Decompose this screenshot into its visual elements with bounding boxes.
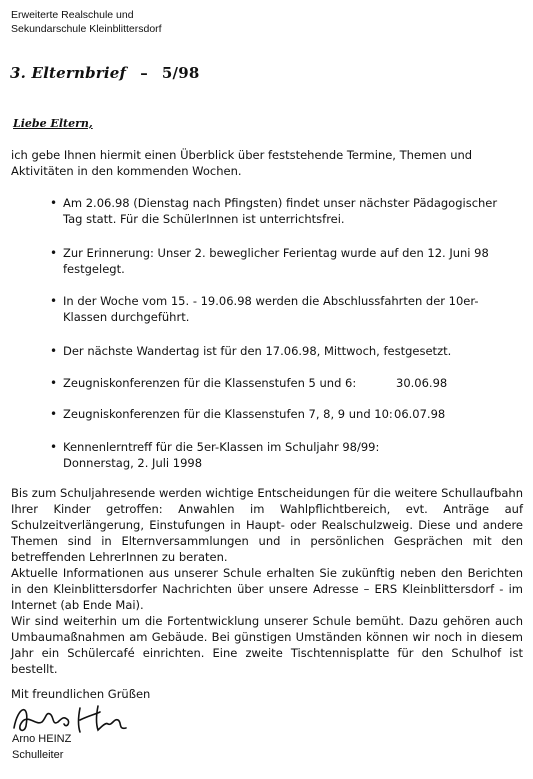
list-item-date: 06.07.98 bbox=[394, 407, 446, 421]
paragraph: Wir sind weiterhin um die Fortentwicklung unserer Schule bemüht. Dazu gehören auch Umbaumaßnahmen am Gebäude. Bei günstigen Umständen können wir noch in diesem Jahr ein Schülercafé einrichten. Eine zweite Tischtennisplatte für den Schulhof ist bestellt. bbox=[11, 614, 523, 676]
bullet-icon: • bbox=[50, 246, 58, 260]
handwritten-signature bbox=[8, 700, 134, 736]
list-item bbox=[50, 343, 508, 359]
paragraph: Bis zum Schuljahresende werden wichtige Entscheidungen für die weitere Schullaufbahn Ihrer Kinder getroffen: Anwahlen im Wahlpflichtbereich, evt. Anträge auf Schulzeitverlängerung, Einstufungen in Haupt- oder Realschulzweig. Diese und andere Themen sind in Elternversammlungen und in persönlichen Gesprächen mit den betreffenden LehrerInnen zu beraten. bbox=[11, 486, 523, 564]
list-item-date: 30.06.98 bbox=[396, 376, 448, 390]
school-header bbox=[11, 8, 162, 36]
letter-body bbox=[11, 485, 523, 677]
list-item bbox=[50, 245, 508, 277]
signer-name: Arno HEINZ bbox=[12, 733, 72, 745]
bullet-icon: • bbox=[50, 344, 58, 358]
bullet-icon: • bbox=[50, 376, 58, 390]
bullet-icon: • bbox=[50, 196, 58, 210]
letter-number: 3. Elternbrief bbox=[10, 64, 127, 82]
list-item-text: Der nächste Wandertag ist für den 17.06.98, Mittwoch, festgesetzt. bbox=[63, 344, 452, 358]
list-item-text: Kennenlerntreff für die 5er-Klassen im Schuljahr 98/99: bbox=[63, 440, 380, 454]
letter-title bbox=[10, 64, 199, 82]
school-name-line-1: Erweiterte Realschule und bbox=[11, 9, 134, 21]
list-item-text: Zeugniskonferenzen für die Klassenstufen 7, 8, 9 und 10: bbox=[63, 407, 393, 421]
list-item-text-line-2: Donnerstag, 2. Juli 1998 bbox=[63, 456, 203, 470]
list-item bbox=[50, 195, 508, 227]
list-item-text: Am 2.06.98 (Dienstag nach Pfingsten) findet unser nächster Pädagogischer Tag statt. Für die SchülerInnen ist unterrichtsfrei. bbox=[63, 196, 498, 226]
list-item bbox=[50, 406, 508, 422]
list-item-text: Zeugniskonferenzen für die Klassenstufen 5 und 6: bbox=[63, 376, 357, 390]
bullet-icon: • bbox=[50, 407, 58, 421]
bullet-icon: • bbox=[50, 440, 58, 454]
list-item bbox=[50, 293, 508, 325]
title-separator: – bbox=[140, 64, 148, 82]
list-item-text: In der Woche vom 15. - 19.06.98 werden die Abschlussfahrten der 10er-Klassen durchgeführt. bbox=[63, 294, 479, 324]
issue-number: 5/98 bbox=[161, 64, 200, 82]
bullet-icon: • bbox=[50, 294, 58, 308]
school-name-line-2: Sekundarschule Kleinblittersdorf bbox=[11, 23, 162, 35]
list-item bbox=[50, 439, 508, 471]
salutation: Liebe Eltern, bbox=[13, 117, 93, 130]
list-item-text: Zur Erinnerung: Unser 2. beweglicher Ferientag wurde auf den 12. Juni 98 festgelegt. bbox=[63, 246, 489, 276]
paragraph: Aktuelle Informationen aus unserer Schule erhalten Sie zukünftig neben den Berichten in den Kleinblittersdorfer Nachrichten über unsere Adresse – ERS Kleinblittersdorf - im Internet (ab Ende Mai). bbox=[11, 566, 523, 612]
list-item bbox=[50, 375, 508, 391]
signer-role: Schulleiter bbox=[12, 749, 64, 761]
intro-text: ich gebe Ihnen hiermit einen Überblick über feststehende Termine, Themen und Aktivitäten in den kommenden Wochen. bbox=[11, 148, 473, 178]
closing-greeting: Mit freundlichen Grüßen bbox=[11, 687, 151, 701]
